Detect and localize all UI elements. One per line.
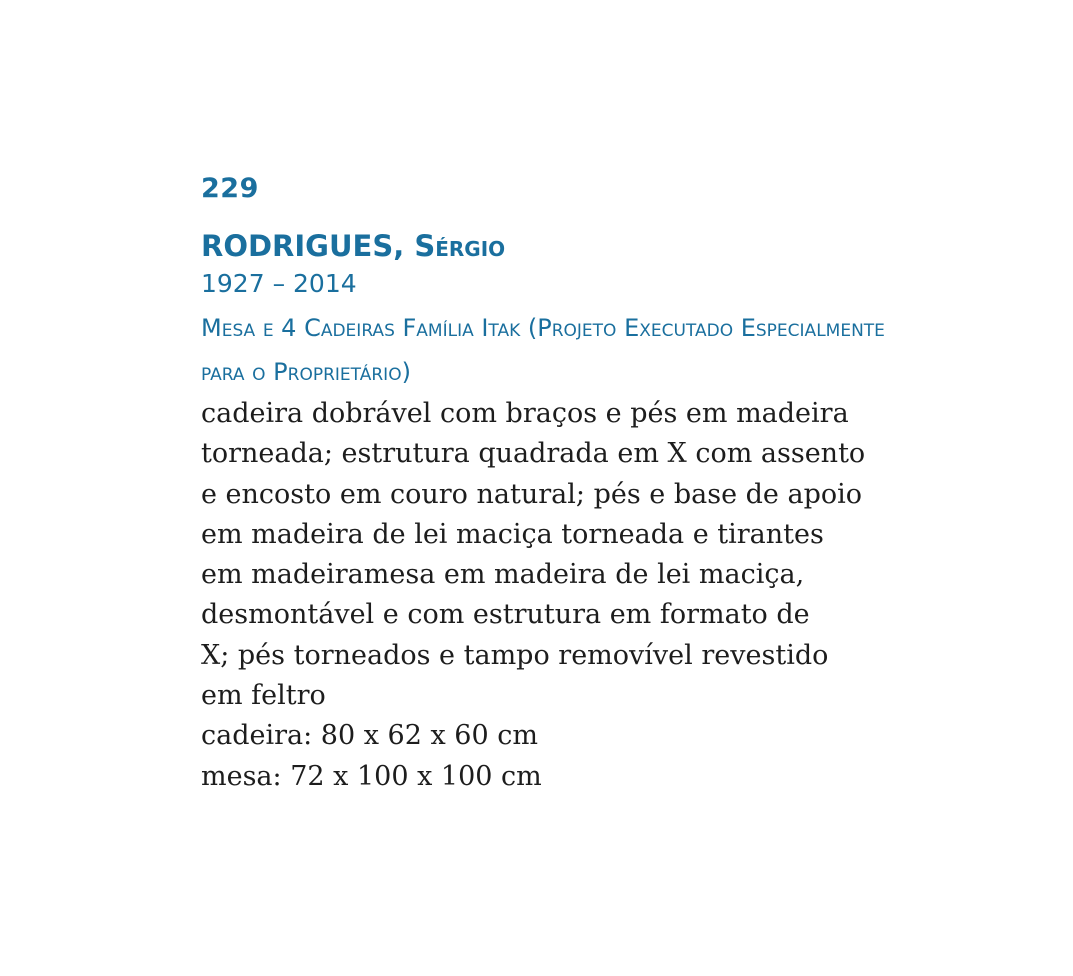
description-line: em madeira de lei maciça torneada e tirantes	[201, 518, 824, 550]
work-title: Mesa e 4 Cadeiras Família Itak (Projeto Executado Especialmente para o Proprietário)	[201, 314, 885, 386]
dimensions	[201, 716, 961, 797]
artist-first-name: Sérgio	[414, 229, 506, 263]
artist-last-name: RODRIGUES,	[201, 229, 405, 263]
work-description	[201, 394, 881, 716]
description-line: e encosto em couro natural; pés e base de apoio	[201, 478, 862, 510]
artist-dates: 1927 – 2014	[201, 269, 357, 298]
table-dimensions: mesa: 72 x 100 x 100 cm	[201, 760, 542, 792]
artist-name	[201, 226, 961, 266]
description-line: X; pés torneados e tampo removível revestido	[201, 639, 829, 671]
description-line: em madeiramesa em madeira de lei maciça,	[201, 559, 805, 591]
description-line: cadeira dobrável com braços e pés em madeira	[201, 398, 849, 429]
lot-number: 229	[201, 173, 259, 204]
chair-dimensions: cadeira: 80 x 62 x 60 cm	[201, 720, 538, 752]
description-line: em feltro	[201, 680, 326, 712]
catalog-entry	[201, 170, 961, 797]
description-line: desmontável e com estrutura em formato de	[201, 599, 810, 631]
description-line: torneada; estrutura quadrada em X com assento	[201, 438, 866, 470]
